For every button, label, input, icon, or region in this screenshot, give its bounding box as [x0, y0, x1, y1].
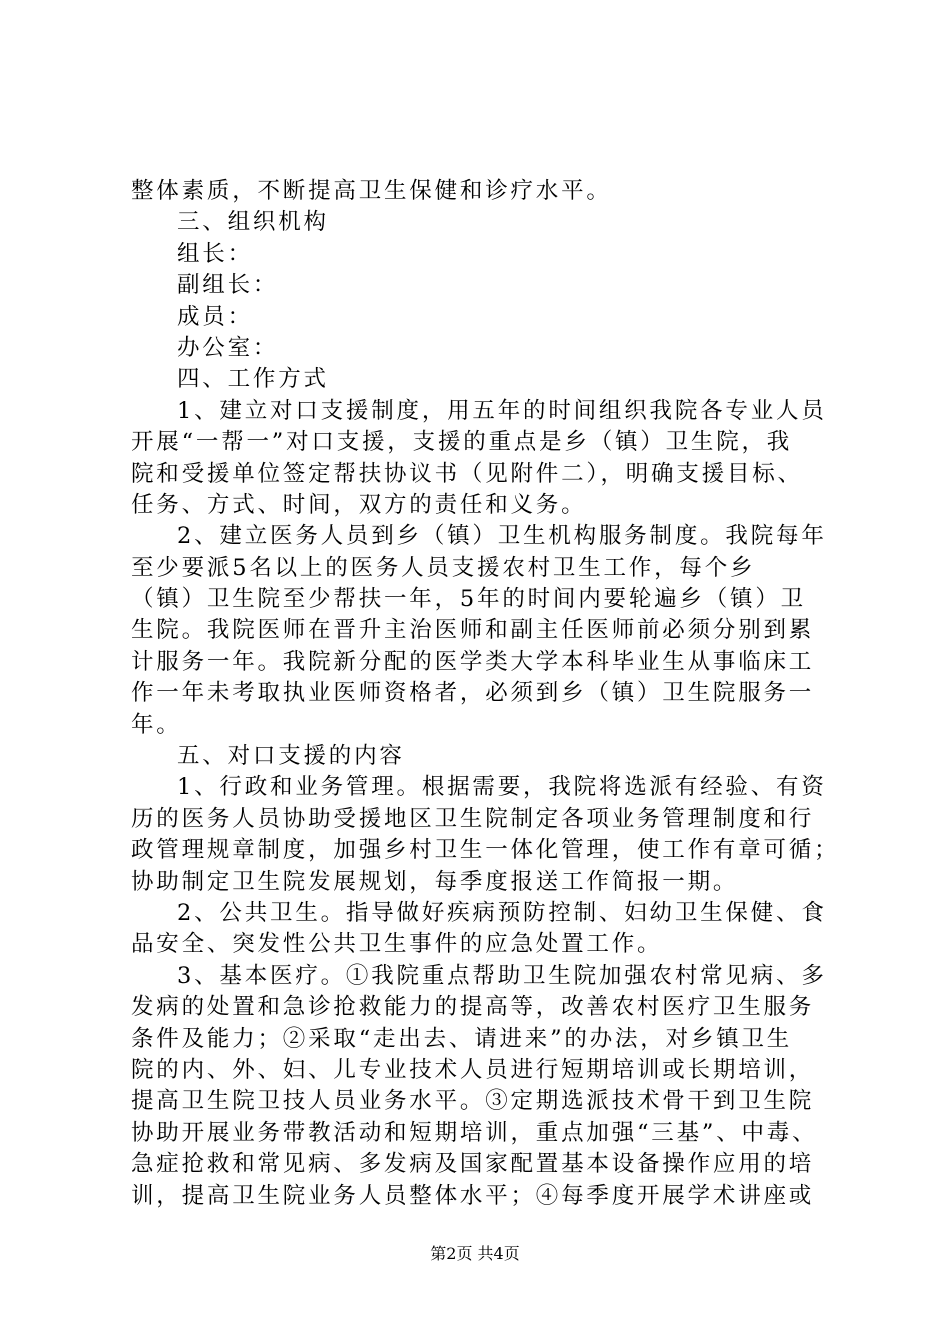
text-line: 院的内、外、妇、儿专业技术人员进行短期培训或长期培训，	[131, 1056, 815, 1083]
text-line: 1、建立对口支援制度，用五年的时间组织我院各专业人员	[177, 397, 827, 424]
text-line: 作一年未考取执业医师资格者，必须到乡（镇）卫生院服务一	[131, 680, 815, 707]
text-line: 协助开展业务带教活动和短期培训，重点加强“三基”、中毒、	[131, 1119, 818, 1146]
text-line: 四、工作方式	[177, 366, 329, 393]
text-line: 成员：	[177, 303, 253, 330]
text-line: 生院。我院医师在晋升主治医师和副主任医师前必须分别到累	[131, 617, 815, 644]
text-line: 发病的处置和急诊抢救能力的提高等，改善农村医疗卫生服务	[131, 994, 815, 1021]
text-line: 办公室：	[177, 334, 279, 361]
text-line: 3、基本医疗。①我院重点帮助卫生院加强农村常见病、多	[177, 962, 827, 989]
text-line: 计服务一年。我院新分配的医学类大学本科毕业生从事临床工	[131, 648, 815, 675]
text-line: 三、组织机构	[177, 209, 329, 236]
text-line: 历的医务人员协助受援地区卫生院制定各项业务管理制度和行	[131, 805, 815, 832]
text-line: 训，提高卫生院业务人员整体水平；④每季度开展学术讲座或	[131, 1182, 815, 1209]
text-line: 五、对口支援的内容	[177, 743, 405, 770]
text-line: 年。	[131, 711, 182, 738]
text-line: 品安全、突发性公共卫生事件的应急处置工作。	[131, 931, 663, 958]
text-line: 协助制定卫生院发展规划，每季度报送工作简报一期。	[131, 868, 739, 895]
page-footer: 第2页 共4页	[430, 1244, 520, 1263]
text-line: 至少要派5名以上的医务人员支援农村卫生工作，每个乡	[131, 554, 756, 581]
text-line: 开展“一帮一”对口支援，支援的重点是乡（镇）卫生院，我	[131, 429, 793, 456]
document-body	[131, 176, 840, 1212]
text-line: 条件及能力；②采取“走出去、请进来”的办法，对乡镇卫生	[131, 1025, 793, 1052]
text-line: 副组长：	[177, 272, 279, 299]
text-line: 急症抢救和常见病、多发病及国家配置基本设备操作应用的培	[131, 1151, 815, 1178]
text-line: 政管理规章制度，加强乡村卫生一体化管理，使工作有章可循；	[131, 837, 840, 864]
text-line: 任务、方式、时间，双方的责任和义务。	[131, 491, 587, 518]
text-line: （镇）卫生院至少帮扶一年，5年的时间内要轮遍乡（镇）卫	[131, 586, 806, 613]
text-line: 2、建立医务人员到乡（镇）卫生机构服务制度。我院每年	[177, 523, 827, 550]
text-line: 院和受援单位签定帮扶协议书（见附件二），明确支援目标、	[131, 460, 803, 487]
text-line: 1、行政和业务管理。根据需要，我院将选派有经验、有资	[177, 774, 827, 801]
text-line: 2、公共卫生。指导做好疾病预防控制、妇幼卫生保健、食	[177, 899, 827, 926]
text-line: 组长：	[177, 240, 253, 267]
text-line: 提高卫生院卫技人员业务水平。③定期选派技术骨干到卫生院	[131, 1088, 815, 1115]
text-line: 整体素质，不断提高卫生保健和诊疗水平。	[131, 178, 612, 204]
